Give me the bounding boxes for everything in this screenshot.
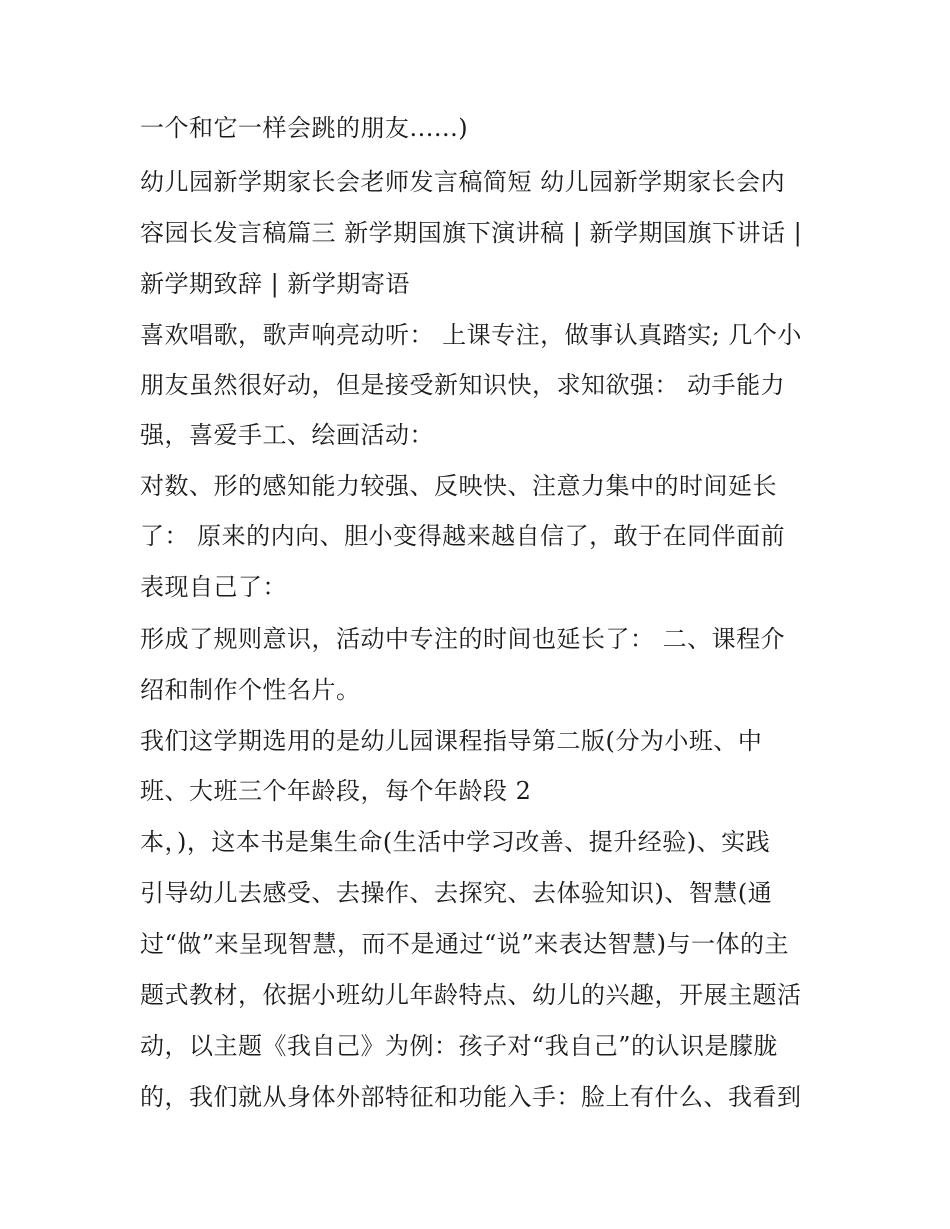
text-line: 强，喜爱手工、绘画活动： — [140, 421, 434, 449]
text-line: 容园长发言稿篇三 新学期国旗下演讲稿 | 新学期国旗下讲话 | — [140, 219, 803, 247]
text-line: 的，我们就从身体外部特征和功能入手：脸上有什么、我看到 — [140, 1083, 802, 1111]
text-line: 引导幼儿去感受、去操作、去探究、去体验知识)、智慧(通 — [140, 879, 773, 907]
text-line: 过“做”来呈现智慧，而不是通过“说”来表达智慧)与一体的主 — [140, 930, 789, 958]
text-line: 新学期致辞 | 新学期寄语 — [140, 270, 410, 298]
text-line: 表现自己了： — [140, 573, 287, 601]
text-line: 动，以主题《我自己》为例：孩子对“我自己”的认识是朦胧 — [140, 1032, 779, 1060]
text-line: 本，)，这本书是集生命(生活中学习改善、提升经验)、实践 — [140, 828, 771, 856]
text-line: 喜欢唱歌，歌声响亮动听： 上课专注，做事认真踏实; 几个小 — [140, 321, 802, 349]
text-line: 一个和它一样会跳的朋友......) — [140, 114, 469, 142]
text-line: 题式教材，依据小班幼儿年龄特点、幼儿的兴趣，开展主题活 — [140, 981, 802, 1009]
text-line: 朋友虽然很好动，但是接受新知识快，求知欲强： 动手能力 — [140, 371, 786, 399]
text-line: 绍和制作个性名片。 — [140, 676, 361, 704]
text-line: 对数、形的感知能力较强、反映快、注意力集中的时间延长 — [140, 472, 777, 500]
text-line: 形成了规则意识，活动中专注的时间也延长了： 二、课程介 — [140, 625, 786, 653]
text-line: 班、大班三个年龄段，每个年龄段 2 — [140, 777, 532, 805]
text-line: 我们这学期选用的是幼儿园课程指导第二版(分为小班、中 — [140, 727, 763, 755]
text-line: 了： 原来的内向、胆小变得越来越自信了，敢于在同伴面前 — [140, 522, 786, 550]
text-line: 幼儿园新学期家长会老师发言稿简短 幼儿园新学期家长会内 — [140, 168, 786, 196]
